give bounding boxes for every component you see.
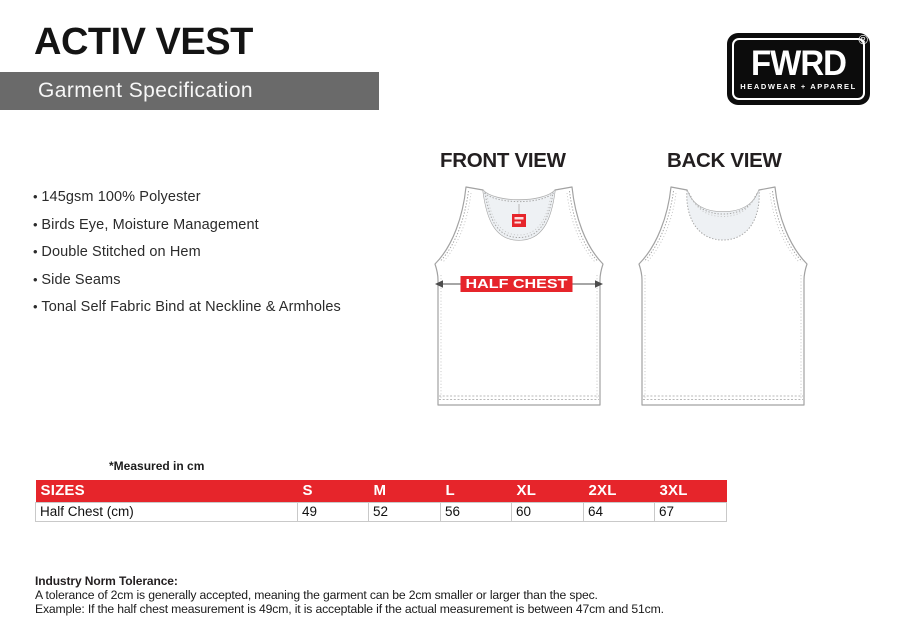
subtitle-text: Garment Specification (38, 79, 253, 102)
measurement-cell: 49 (298, 503, 369, 522)
feature-item (33, 189, 341, 205)
measurement-cell: 60 (512, 503, 584, 522)
measurement-cell: 56 (441, 503, 512, 522)
measured-in-cm-note: *Measured in cm (109, 459, 205, 473)
measurement-cell: 67 (655, 503, 727, 522)
back-view-heading: BACK VIEW (667, 149, 782, 172)
neck-brand-label (512, 214, 526, 227)
size-chart-header-row (36, 480, 727, 503)
neck-label-mark (515, 217, 524, 220)
feature-text: Side Seams (41, 271, 121, 288)
feature-item (33, 217, 341, 233)
neck-label-mark (515, 222, 522, 224)
feature-text: Double Stitched on Hem (41, 244, 201, 260)
subtitle-banner (0, 72, 379, 110)
header-cell-size: L (441, 480, 512, 503)
registered-trademark-icon: ® (858, 32, 868, 47)
feature-text: Tonal Self Fabric Bind at Neckline & Armholes (41, 299, 341, 315)
front-view-heading: FRONT VIEW (440, 149, 566, 172)
fwrd-brand-logo (727, 33, 870, 105)
feature-text: 145gsm 100% Polyester (41, 189, 201, 205)
tolerance-line: Example: If the half chest measurement is 49cm, it is acceptable if the actual measurement is between 47cm and 51cm. (35, 601, 664, 616)
header-cell-size: S (298, 480, 369, 503)
feature-list (33, 189, 341, 327)
tolerance-note (35, 575, 664, 616)
half-chest-row (36, 503, 727, 522)
measurement-cell: 52 (369, 503, 441, 522)
header-cell-size: M (369, 480, 441, 503)
logo-border (732, 38, 865, 100)
size-chart-table (35, 480, 727, 522)
half-chest-label: HALF CHEST (465, 277, 568, 291)
header-cell-size: 2XL (584, 480, 655, 503)
feature-item (33, 299, 341, 315)
feature-item (33, 272, 341, 288)
front-vest-illustration (431, 183, 607, 411)
logo-brand-text: FWRD (751, 42, 846, 83)
logo-tagline-text: HEADWEAR + APPAREL (740, 82, 857, 91)
feature-text: Birds Eye, Moisture Management (41, 216, 259, 233)
header-cell-size: XL (512, 480, 584, 503)
tolerance-line: A tolerance of 2cm is generally accepted, meaning the garment can be 2cm smaller or larger than the spec. (35, 587, 598, 602)
row-label-cell: Half Chest (cm) (36, 503, 298, 522)
page-title: ACTIV VEST (34, 21, 253, 63)
back-vest-illustration (635, 183, 811, 411)
header-cell-size: 3XL (655, 480, 727, 503)
header-cell-sizes: SIZES (36, 480, 298, 503)
feature-item (33, 244, 341, 260)
measurement-cell: 64 (584, 503, 655, 522)
tolerance-heading: Industry Norm Tolerance: (35, 574, 178, 588)
